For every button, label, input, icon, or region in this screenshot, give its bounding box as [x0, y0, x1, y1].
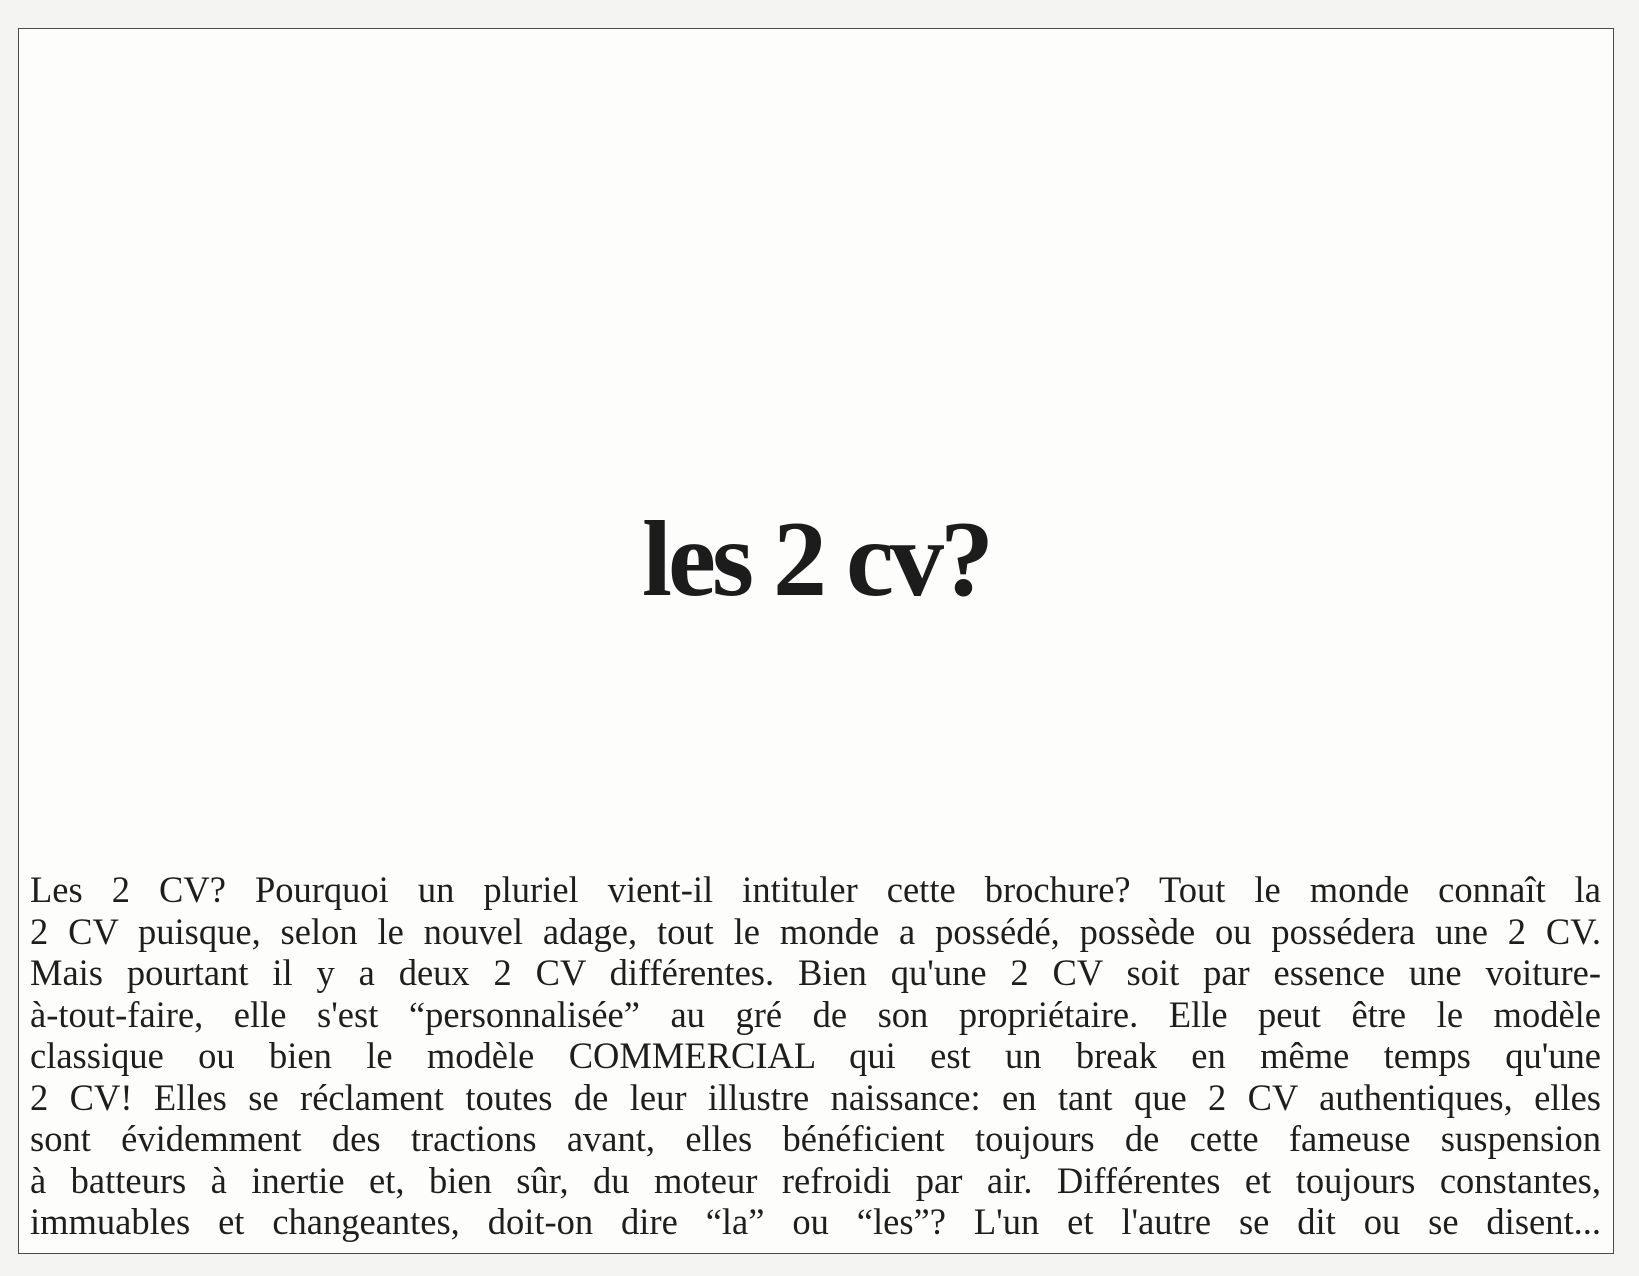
- body-line: 2 CV! Elles se réclament toutes de leur illustre naissance: en tant que 2 CV authentiques, elles: [30, 1076, 1601, 1118]
- body-line: sont évidemment des tractions avant, elles bénéficient toujours de cette fameuse suspension: [30, 1118, 1601, 1159]
- body-line: à-tout-faire, elle s'est “personnalisée” au gré de son propriétaire. Elle peut être le modèle: [30, 993, 1601, 1035]
- body-line: Mais pourtant il y a deux 2 CV différentes. Bien qu'une 2 CV soit par essence une voiture-: [30, 952, 1601, 993]
- page-frame: [18, 28, 1614, 1254]
- body-line: Les 2 CV? Pourquoi un pluriel vient-il intituler cette brochure? Tout le monde connaît la: [30, 869, 1601, 910]
- body-paragraph: [30, 869, 1601, 1243]
- body-line: classique ou bien le modèle COMMERCIAL qui est un break en même temps qu'une: [30, 1035, 1601, 1076]
- body-line: immuables et changeantes, doit-on dire “la” ou “les”? L'un et l'autre se dit ou se disent...: [30, 1201, 1601, 1242]
- body-line: à batteurs à inertie et, bien sûr, du moteur refroidi par air. Différentes et toujours constantes,: [30, 1159, 1601, 1201]
- body-line: 2 CV puisque, selon le nouvel adage, tout le monde a possédé, possède ou possédera une 2 CV.: [30, 910, 1601, 952]
- page-title: les 2 cv?: [642, 500, 990, 620]
